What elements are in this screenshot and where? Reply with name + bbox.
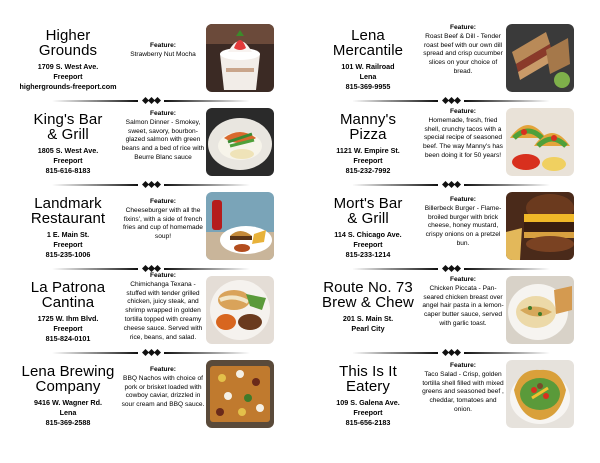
right-column (316, 24, 586, 430)
restaurant-name-line-1: This Is It (339, 363, 397, 380)
feature-label: Feature: (449, 362, 476, 369)
billerbeck-burger-photo (506, 192, 574, 260)
restaurant-name-line-1: Route No. 73 (323, 279, 413, 296)
salmon-dinner-photo (206, 108, 274, 176)
restaurant-name-line-2: & Grill (347, 210, 389, 227)
feature-label: Feature: (449, 196, 476, 203)
restaurant-address: 1 E. Main St. (46, 230, 90, 239)
feature-description (420, 196, 506, 249)
restaurant-name-line-2: Mercantile (332, 42, 404, 59)
feature-text: Taco Salad - Crisp, golden tortilla shell filled with mixed greens and seasoned beef , cheddar, tomatoes and onion. (422, 370, 504, 413)
restaurant-address: 109 S. Galena Ave. (336, 398, 400, 407)
restaurant-city: Freeport (53, 324, 83, 333)
restaurant-website: highergrounds-freeport.com (19, 82, 117, 91)
tacos-photo (506, 108, 574, 176)
restaurant-card-la-patrona (16, 272, 286, 346)
restaurant-info (316, 112, 420, 176)
restaurant-name-line-2: Cantina (41, 294, 95, 311)
restaurant-city: Pearl City (351, 324, 385, 333)
feature-text: Salmon Dinner - Smokey, sweet, savory, bourbon-glazed salmon with green beans and a bed of rice with Beurre Blanc sauce (121, 118, 205, 161)
restaurant-name-line-2: Pizza (349, 126, 387, 143)
restaurant-name-line-2: Grounds (38, 42, 98, 59)
restaurant-phone: 815-235-1006 (45, 250, 91, 259)
feature-label: Feature: (149, 272, 176, 279)
restaurant-city: Lena (359, 72, 377, 81)
feature-text: Cheeseburger with all the fixins', with a side of french fries and cup of homemade soup! (123, 206, 203, 241)
restaurant-info (316, 28, 420, 92)
feature-description (120, 366, 206, 410)
ornamental-divider (16, 346, 286, 360)
feature-description (120, 198, 206, 242)
restaurant-name-line-1: King's Bar (33, 111, 103, 128)
cheeseburger-photo (206, 192, 274, 260)
restaurant-address: 1121 W. Empire St. (336, 146, 400, 155)
restaurant-city: Freeport (353, 408, 383, 417)
ornamental-divider (316, 262, 586, 276)
ornamental-divider (316, 178, 586, 192)
ornamental-divider (16, 178, 286, 192)
restaurant-city: Freeport (53, 72, 83, 81)
restaurant-info (316, 280, 420, 334)
restaurant-name-line-1: Manny's (339, 111, 397, 128)
restaurant-address: 201 S. Main St. (342, 314, 394, 323)
feature-text: Homemade, fresh, fried shell, crunchy tacos with a special recipe of seasoned beef. The way Manny's has been doing it for 50 years! (423, 116, 503, 159)
restaurant-info (16, 28, 120, 92)
restaurant-city: Lena (59, 408, 77, 417)
restaurant-phone: 815-369-2588 (45, 418, 91, 427)
restaurant-info (16, 196, 120, 260)
restaurant-city: Freeport (353, 240, 383, 249)
restaurant-card-lena-brewing (16, 360, 286, 430)
restaurant-name-line-1: Higher (45, 27, 91, 44)
taco-salad-photo (506, 360, 574, 428)
restaurant-info (16, 112, 120, 176)
restaurant-city: Freeport (353, 156, 383, 165)
restaurant-name-line-1: Landmark (34, 195, 102, 212)
restaurant-phone: 815-824-0101 (45, 334, 91, 343)
restaurant-name-line-2: Brew & Chew (322, 294, 414, 311)
feature-text: Chimichanga Texana - stuffed with tender grilled chicken, juicy steak, and shrimp wrapped in golden tortilla topped with creamy cheese sauce. Served with rice, beans, and salad. (123, 280, 203, 341)
feature-text: Roast Beef & Dill - Tender roast beef with our own dill spread and crisp cucumber slices on your choice of bread. (423, 32, 503, 75)
strawberry-mocha-photo (206, 24, 274, 92)
ornamental-divider (316, 94, 586, 108)
restaurant-phone: 815-233-1214 (345, 250, 391, 259)
restaurant-info (16, 280, 120, 344)
restaurant-info (316, 196, 420, 260)
feature-description (420, 362, 506, 415)
restaurant-info (16, 364, 120, 428)
restaurant-name-line-1: La Patrona (30, 279, 106, 296)
restaurant-card-route-73 (316, 276, 586, 346)
restaurant-city: Freeport (53, 156, 83, 165)
restaurant-phone: 815-369-9955 (345, 82, 391, 91)
feature-label: Feature: (449, 108, 476, 115)
feature-description (120, 272, 206, 342)
restaurant-address: 9416 W. Wagner Rd. (33, 398, 103, 407)
roast-beef-sandwich-photo (506, 24, 574, 92)
feature-text: Billerbeck Burger - Flame-broiled burger with brick cheese, honey mustard, crispy onions on a pretzel bun. (424, 204, 502, 247)
feature-label: Feature: (449, 24, 476, 31)
feature-label: Feature: (149, 366, 176, 373)
restaurant-card-mannys-pizza (316, 108, 586, 178)
restaurant-address: 114 S. Chicago Ave. (334, 230, 402, 239)
restaurant-name-line-1: Lena Brewing (21, 363, 115, 380)
feature-label: Feature: (149, 42, 176, 49)
restaurant-card-morts-bar (316, 192, 586, 262)
restaurant-address: 1805 S. West Ave. (37, 146, 99, 155)
restaurant-city: Freeport (53, 240, 83, 249)
feature-description (420, 24, 506, 77)
restaurant-card-landmark (16, 192, 286, 262)
feature-description (420, 276, 506, 329)
restaurant-name-line-2: Company (35, 378, 101, 395)
restaurant-phone: 815-656-2183 (345, 418, 391, 427)
feature-text: BBQ Nachos with choice of pork or brisket loaded with cowboy caviar, drizzled in sour cream and BBQ sauce. (121, 374, 205, 409)
restaurant-card-lena-mercantile (316, 24, 586, 94)
chimichanga-photo (206, 276, 274, 344)
restaurant-card-kings-bar (16, 108, 286, 178)
feature-text: Strawberry Nut Mocha (130, 50, 196, 58)
feature-label: Feature: (449, 276, 476, 283)
restaurant-card-this-is-it (316, 360, 586, 430)
restaurant-address: 1709 S. West Ave. (37, 62, 99, 71)
restaurant-address: 101 W. Railroad (341, 62, 395, 71)
bbq-nachos-photo (206, 360, 274, 428)
chicken-piccata-photo (506, 276, 574, 344)
ornamental-divider (16, 94, 286, 108)
restaurant-name-line-1: Mort's Bar (333, 195, 403, 212)
feature-description (420, 108, 506, 161)
feature-description (120, 42, 206, 60)
restaurant-name-line-2: & Grill (47, 126, 89, 143)
restaurant-address: 1725 W. Ihm Blvd. (37, 314, 99, 323)
feature-text: Chicken Piccata - Pan-seared chicken breast over angel hair pasta in a lemon-caper butter sauce, served with garlic toast. (422, 284, 504, 327)
feature-description (120, 110, 206, 163)
left-column (16, 24, 286, 430)
feature-label: Feature: (149, 110, 176, 117)
restaurant-card-higher-grounds (16, 24, 286, 94)
restaurant-name-line-2: Eatery (346, 378, 390, 395)
restaurant-name-line-1: Lena (351, 27, 385, 44)
feature-label: Feature: (149, 198, 176, 205)
restaurant-name-line-2: Restaurant (30, 210, 106, 227)
restaurant-phone: 815-232-7992 (345, 166, 391, 175)
restaurant-info (316, 364, 420, 428)
ornamental-divider (316, 346, 586, 360)
restaurant-phone: 815-616-8183 (45, 166, 91, 175)
